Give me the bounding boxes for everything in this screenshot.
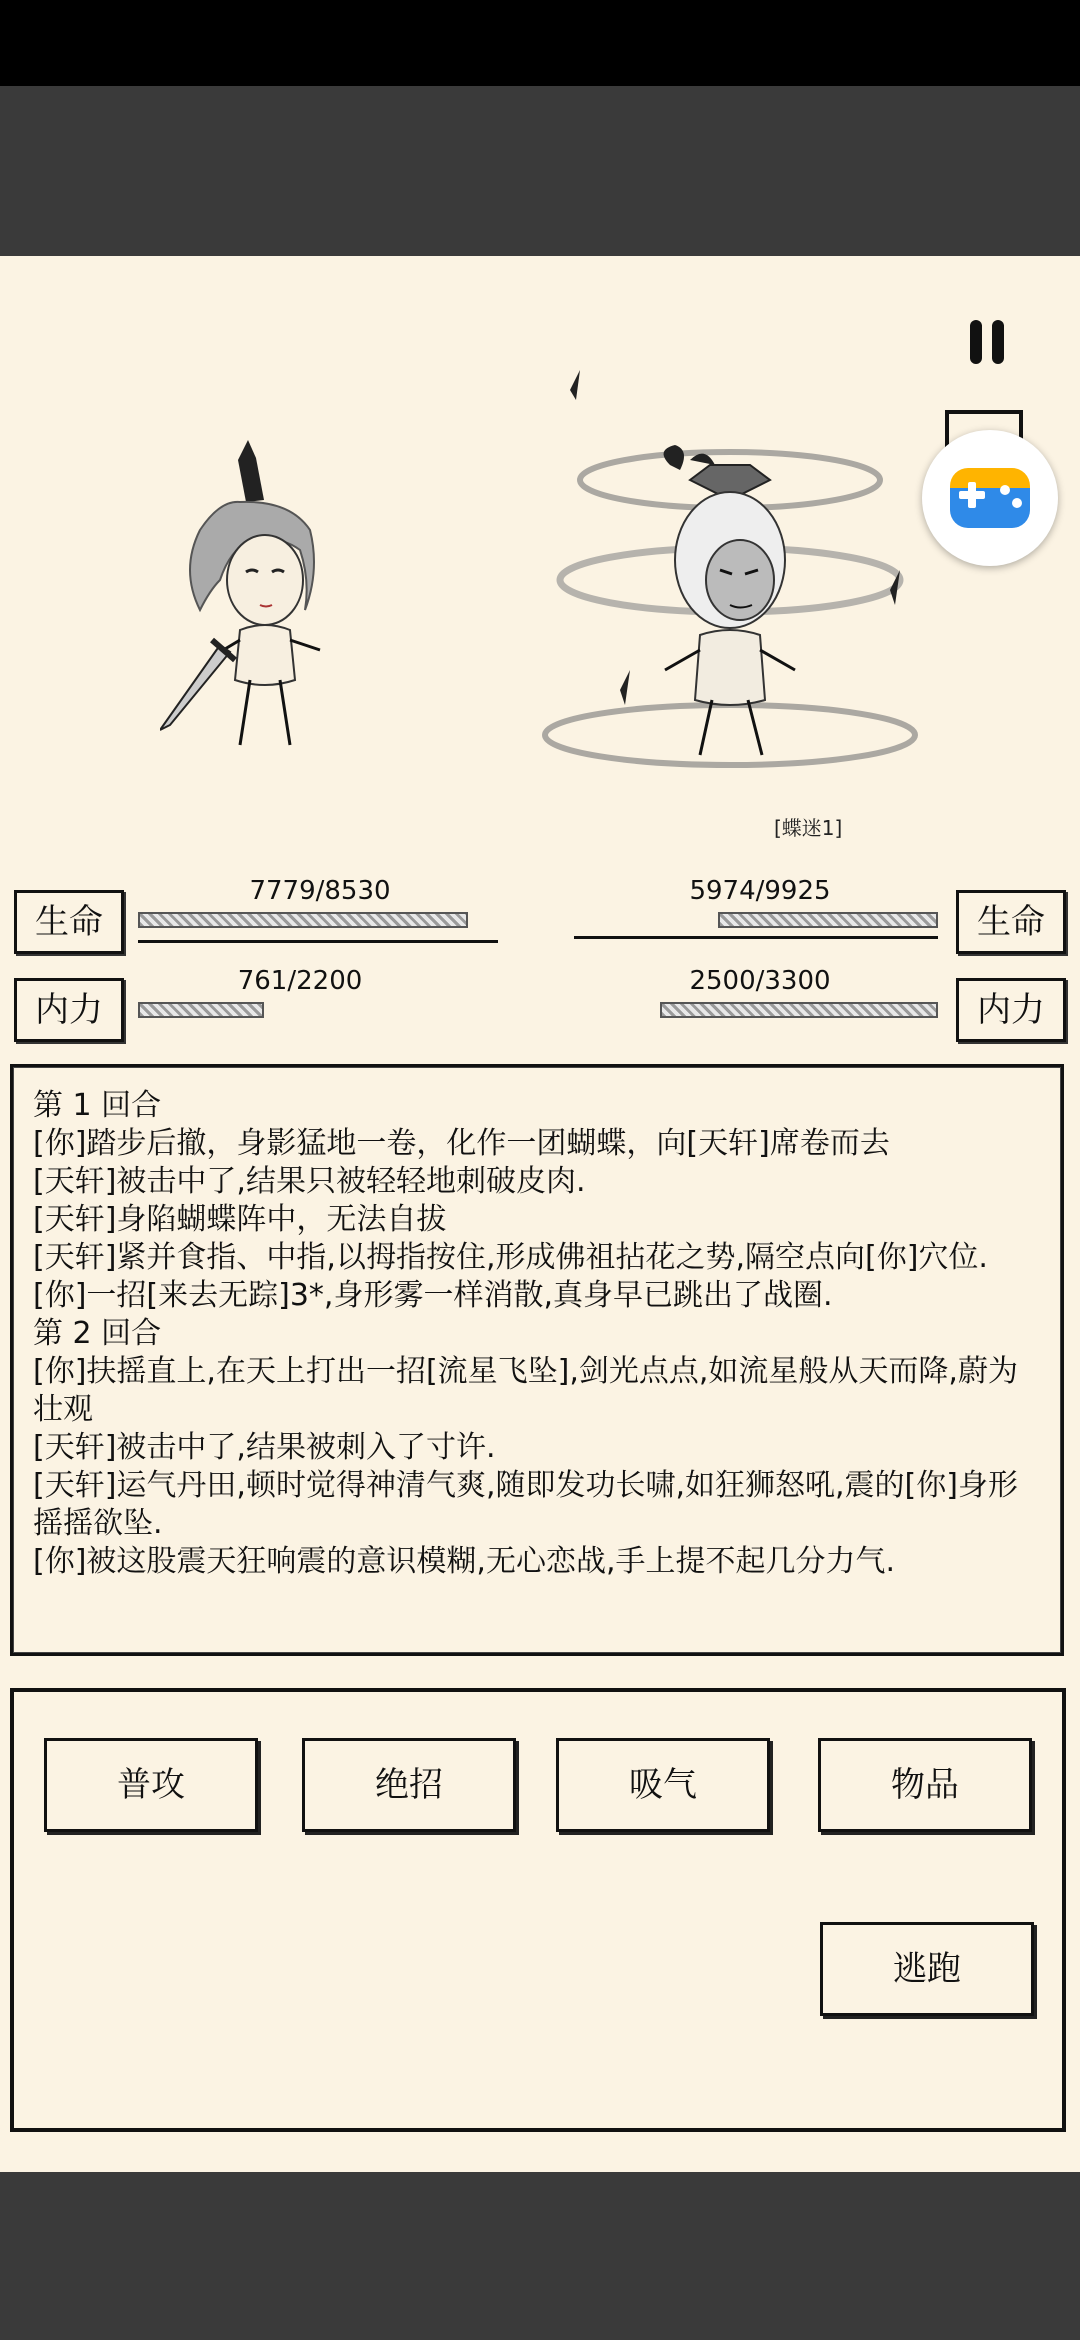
log-line: 第 1 回合 (33, 1088, 162, 1123)
battle-log[interactable] (10, 1064, 1064, 1656)
player-hp-line (138, 940, 498, 943)
player-hp-bar (138, 912, 468, 928)
enemy-hp-text: 5974/9925 (689, 876, 831, 906)
player-hp-text: 7779/8530 (249, 876, 391, 906)
attack-button[interactable]: 普攻 (44, 1738, 258, 1832)
enemy-mp-label: 内力 (956, 978, 1066, 1042)
status-bar (0, 0, 1080, 86)
log-line: [你]一招[来去无踪]3*,身形雾一样消散,真身早已跳出了战圈. (33, 1278, 833, 1313)
log-line: [天轩]被击中了,结果被刺入了寸许. (33, 1430, 496, 1465)
flee-button[interactable]: 逃跑 (820, 1922, 1034, 2016)
player-hp-label: 生命 (14, 890, 124, 954)
player-character (160, 440, 420, 770)
log-line: [你]踏步后撤，身影猛地一卷，化作一团蝴蝶，向[天轩]席卷而去 (33, 1126, 890, 1161)
log-line: [天轩]紧并食指、中指,以拇指按住,形成佛祖拈花之势,隔空点向[你]穴位. (33, 1240, 988, 1275)
bottom-letterbox (0, 2172, 1080, 2340)
items-button[interactable]: 物品 (818, 1738, 1032, 1832)
player-mp-label: 内力 (14, 978, 124, 1042)
pause-icon[interactable] (966, 320, 1010, 364)
enemy-character (540, 370, 920, 790)
log-line: 第 2 回合 (33, 1316, 162, 1351)
ultimate-button[interactable]: 绝招 (302, 1738, 516, 1832)
log-line: [你]扶摇直上,在天上打出一招[流星飞坠],剑光点点,如流星般从天而降,蔚为壮观 (33, 1354, 1018, 1427)
battle-log-text (33, 1087, 1037, 1581)
enemy-mp-bar (660, 1002, 938, 1018)
log-line: [你]被这股震天狂响震的意识模糊,无心恋战,手上提不起几分力气. (33, 1544, 896, 1579)
enemy-mp-text: 2500/3300 (689, 966, 831, 996)
enemy-hp-bar (718, 912, 938, 928)
breathe-button[interactable]: 吸气 (556, 1738, 770, 1832)
enemy-hp-label: 生命 (956, 890, 1066, 954)
player-mp-bar (138, 1002, 264, 1018)
log-line: [天轩]运气丹田,顿时觉得神清气爽,随即发功长啸,如狂狮怒吼,震的[你]身形摇摇欲坠. (33, 1468, 1018, 1541)
log-line: [天轩]身陷蝴蝶阵中，无法自拔 (33, 1202, 447, 1237)
top-letterbox (0, 86, 1080, 256)
enemy-hp-line (574, 936, 938, 939)
log-line: [天轩]被击中了,结果只被轻轻地刺破皮肉. (33, 1164, 586, 1199)
player-mp-text: 761/2200 (237, 966, 363, 996)
gamepad-icon[interactable] (922, 430, 1058, 566)
